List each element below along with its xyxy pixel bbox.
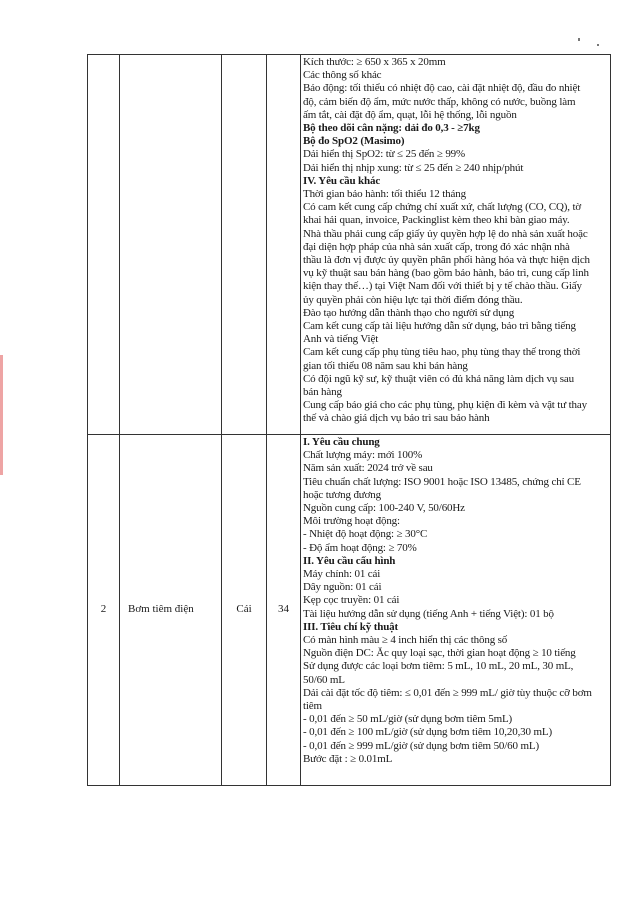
spec-line: - 0,01 đến ≥ 100 mL/giờ (sử dụng bơm tiêm 10,20,30 mL) [303,726,552,739]
spec-line: Tài liệu hướng dẫn sử dụng (tiếng Anh + tiếng Việt): 01 bộ [303,607,554,620]
spec-line: 50/60 mL [303,673,345,686]
spec-line: Tiêu chuẩn chất lượng: ISO 9001 hoặc ISO 13485, chứng chỉ CE [303,475,581,488]
table-row [88,55,611,435]
spec-line: Báo động: tối thiểu có nhiệt độ cao, cài đặt nhiệt độ, đầu đo nhiệt [303,82,581,95]
spec-line: Sử dụng được các loại bơm tiêm: 5 mL, 10 mL, 20 mL, 30 mL, [303,660,574,673]
spec-cell [301,435,611,786]
spec-heading: I. Yêu cầu chung [303,436,380,448]
spec-line: - 0,01 đến ≥ 999 mL/giờ (sử dụng bơm tiêm 50/60 mL) [303,739,539,752]
spec-line: Năm sản xuất: 2024 trở về sau [303,462,433,475]
item-quantity: 34 [267,435,301,786]
spec-line: vụ kỹ thuật sau bán hàng (bao gồm bảo hành, bảo trì, cung cấp linh [303,267,589,280]
spec-line: Dải hiển thị nhịp xung: từ ≤ 25 đến ≥ 240 nhịp/phút [303,161,524,174]
spec-line: Nguồn điện DC: Ắc quy loại sạc, thời gian hoạt động ≥ 10 tiếng [303,647,576,660]
spec-line: Cam kết cung cấp tài liệu hướng dẫn sử dụng, bảo trì bằng tiếng [303,320,576,333]
spec-line: kiện thay thế…) tại Việt Nam đối với thiết bị y tế chào thầu. Giấy [303,280,582,293]
spec-line: Dây nguồn: 01 cái [303,581,382,594]
spec-heading: IV. Yêu cầu khác [303,174,381,187]
spec-line: Bước đặt : ≥ 0.01mL [303,752,393,765]
spec-line: Chất lượng máy: mới 100% [303,449,423,462]
spec-line: thế và chào giá dịch vụ bảo trì sau bảo hành [303,412,490,425]
spec-line: tiêm [303,700,322,713]
spec-line: Máy chính: 01 cái [303,568,381,581]
spec-line: bán hàng [303,386,342,399]
item-quantity [267,55,301,435]
spec-line: Dải cài đặt tốc độ tiêm: ≤ 0,01 đến ≥ 999 mL/ giờ tùy thuộc cỡ bơm [303,686,592,699]
spec-table [87,54,611,786]
spec-line: Các thông số khác [303,69,382,82]
spec-line: Kẹp cọc truyền: 01 cái [303,594,400,607]
spec-line: Kích thước: ≥ 650 x 365 x 20mm [303,56,446,68]
spec-heading: Bộ theo dõi cân nặng: dải đo 0,3 - ≥7kg [303,122,480,135]
spec-line: Nhà thầu phải cung cấp giấy ủy quyền hợp lệ do nhà sản xuất hoặc [303,227,588,240]
spec-line: Có đội ngũ kỹ sư, kỹ thuật viên có đủ khả năng làm dịch vụ sau [303,372,575,385]
spec-heading: Bộ đo SpO2 (Masimo) [303,135,405,148]
spec-line: - Độ ẩm hoạt động: ≥ 70% [303,541,417,554]
spec-line: khai hải quan, invoice, Packinglist kèm theo khi bàn giao máy. [303,214,570,227]
spec-line: Nguồn cung cấp: 100-240 V, 50/60Hz [303,502,465,515]
item-name: Bơm tiêm điện [120,435,222,786]
spec-heading: III. Tiêu chí kỹ thuật [303,620,399,633]
spec-line: - Nhiệt độ hoạt động: ≥ 30°C [303,528,428,541]
spec-line: độ, cảm biến độ ẩm, mức nước thấp, không có nước, buồng làm [303,95,576,108]
spec-line: - 0,01 đến ≥ 50 mL/giờ (sử dụng bơm tiêm 5mL) [303,713,513,726]
spec-line: ủy quyền phải còn hiệu lực tại thời điểm đóng thầu. [303,293,523,306]
spec-line: hoặc tương đương [303,488,381,501]
scan-speck [597,44,599,46]
item-unit: Cái [222,435,267,786]
spec-line: thầu là đơn vị được ủy quyền phân phối hàng hóa và thực hiện dịch [303,254,590,267]
spec-line: Cam kết cung cấp phụ tùng tiêu hao, phụ tùng thay thế trong thời [303,346,581,359]
spec-line: Dải hiển thị SpO2: từ ≤ 25 đến ≥ 99% [303,148,466,161]
spec-line: Thời gian bảo hành: tối thiểu 12 tháng [303,188,466,201]
spec-line: Anh và tiếng Việt [303,333,379,346]
spec-line: Môi trường hoạt động: [303,515,400,528]
scan-speck [578,38,580,41]
spec-line: ấm tắt, cài đặt độ ẩm, quạt, lỗi hệ thống, lỗi nguồn [303,108,517,121]
spec-line: đại diện hợp pháp của nhà sản xuất cấp, trong đó xác nhận nhà [303,240,570,253]
spec-line: Cung cấp báo giá cho các phụ tùng, phụ kiện đi kèm và vật tư thay [303,399,587,412]
spec-line: gian tối thiểu 08 năm sau khi bán hàng [303,359,468,372]
scan-margin-mark [0,355,3,475]
spec-cell [301,55,611,435]
row-number [88,55,120,435]
row-number: 2 [88,435,120,786]
table-row [88,435,611,786]
spec-line: Đào tạo hướng dẫn thành thạo cho người sử dụng [303,306,515,319]
spec-heading: II. Yêu cầu cấu hình [303,554,396,567]
spec-line: Có cam kết cung cấp chứng chỉ xuất xứ, chất lượng (CO, CQ), tờ [303,201,582,214]
item-unit [222,55,267,435]
spec-line: Có màn hình màu ≥ 4 inch hiển thị các thông số [303,634,508,647]
item-name [120,55,222,435]
